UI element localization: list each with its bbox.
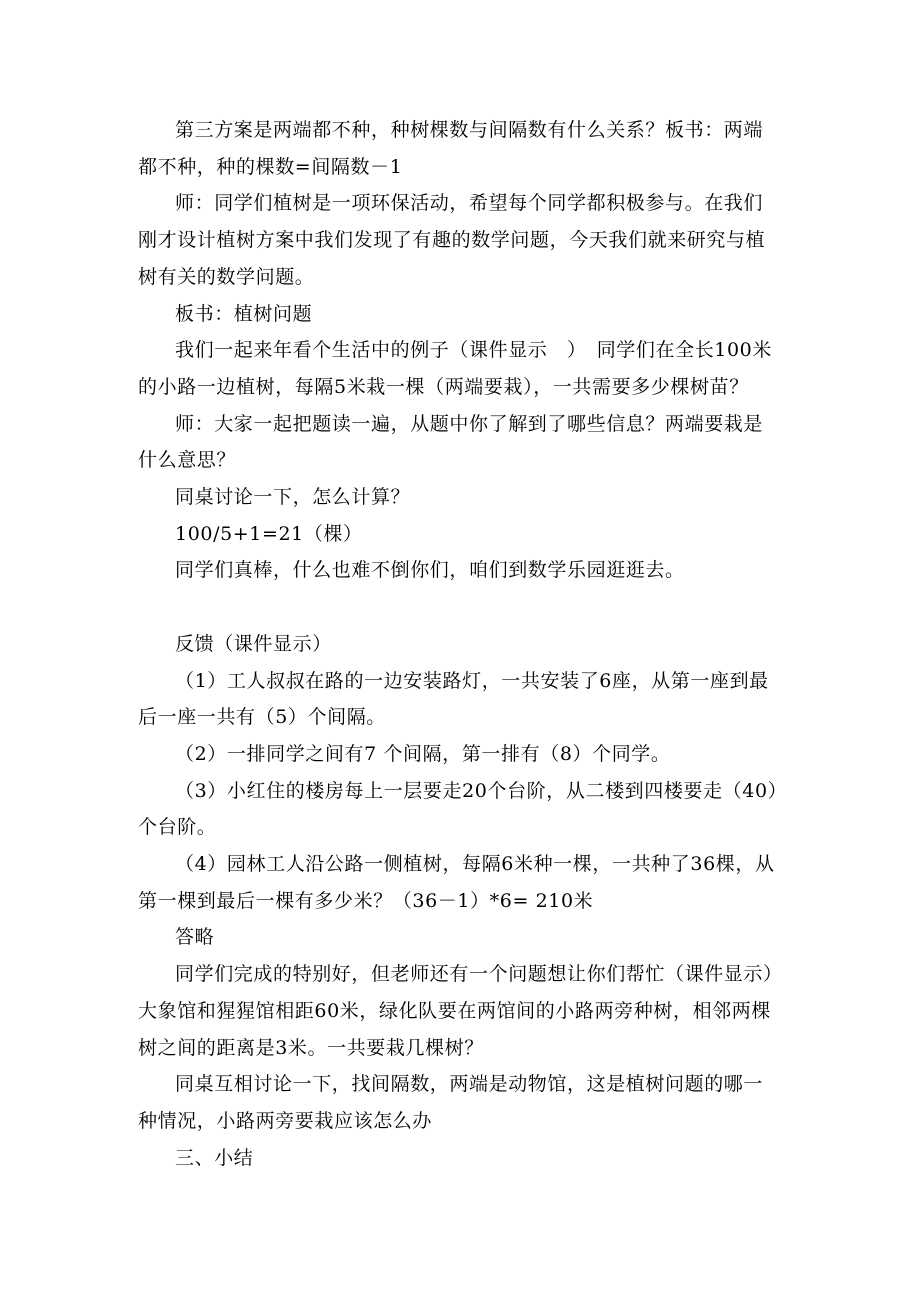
exercise-1: （1）工人叔叔在路的一边安装路灯，一共安装了6座，从第一座到最后一座一共有（5）个间隔。: [138, 669, 769, 729]
paragraph-discuss: 同桌讨论一下，怎么计算？: [175, 486, 411, 509]
blank-line: [138, 589, 781, 626]
paragraph-feedback: 反馈（课件显示）: [175, 632, 332, 655]
document-body: [138, 112, 781, 1176]
exercise-2: （2）一排同学之间有7 个间隔，第一排有（8）个同学。: [175, 742, 671, 765]
paragraph-zoo-problem: 同学们完成的特别好，但老师还有一个问题想让你们帮忙（课件显示）大象馆和猩猩馆相距60米，绿化队要在两馆间的小路两旁种树，相邻两棵树之间的距离是3米。一共要栽几棵树？: [138, 963, 774, 1059]
exercise-4: （4）园林工人沿公路一侧植树，每隔6米种一棵，一共种了36棵，从第一棵到最后一棵有多少米？（36－1）*6= 210米: [138, 853, 775, 912]
paragraph-discuss-intervals: 同桌互相讨论一下，找间隔数，两端是动物馆，这是植树问题的哪一种情况，小路两旁要栽应该怎么办: [138, 1073, 764, 1132]
paragraph-teacher-intro: 师：同学们植树是一项环保活动，希望每个同学都积极参与。在我们刚才设计植树方案中我们发现了有趣的数学问题，今天我们就来研究与植树有关的数学问题。: [138, 192, 766, 288]
section-heading-summary: 三、小结: [175, 1146, 254, 1169]
exercise-3: （3）小红住的楼房每上一层要走20个台阶，从二楼到四楼要走（40）个台阶。: [138, 779, 778, 839]
paragraph-third-plan: 第三方案是两端都不种，种树棵数与间隔数有什么关系？板书：两端都不种，种的棵数=间隔数－1: [138, 119, 764, 178]
paragraph-praise: 同学们真棒，什么也难不倒你们，咱们到数学乐园逛逛去。: [175, 559, 685, 582]
paragraph-board-title: 板书：植树问题: [175, 302, 313, 325]
paragraph-formula: 100/5+1=21（棵）: [175, 522, 363, 545]
paragraph-teacher-question: 师：大家一起把题读一遍，从题中你了解到了哪些信息？两端要栽是什么意思？: [138, 412, 764, 472]
paragraph-answer: 答略: [175, 926, 215, 949]
paragraph-example: 我们一起来年看个生活中的例子（课件显示 ） 同学们在全长100米的小路一边植树，每隔5米栽一棵（两端要栽），一共需要多少棵树苗？: [138, 339, 772, 398]
